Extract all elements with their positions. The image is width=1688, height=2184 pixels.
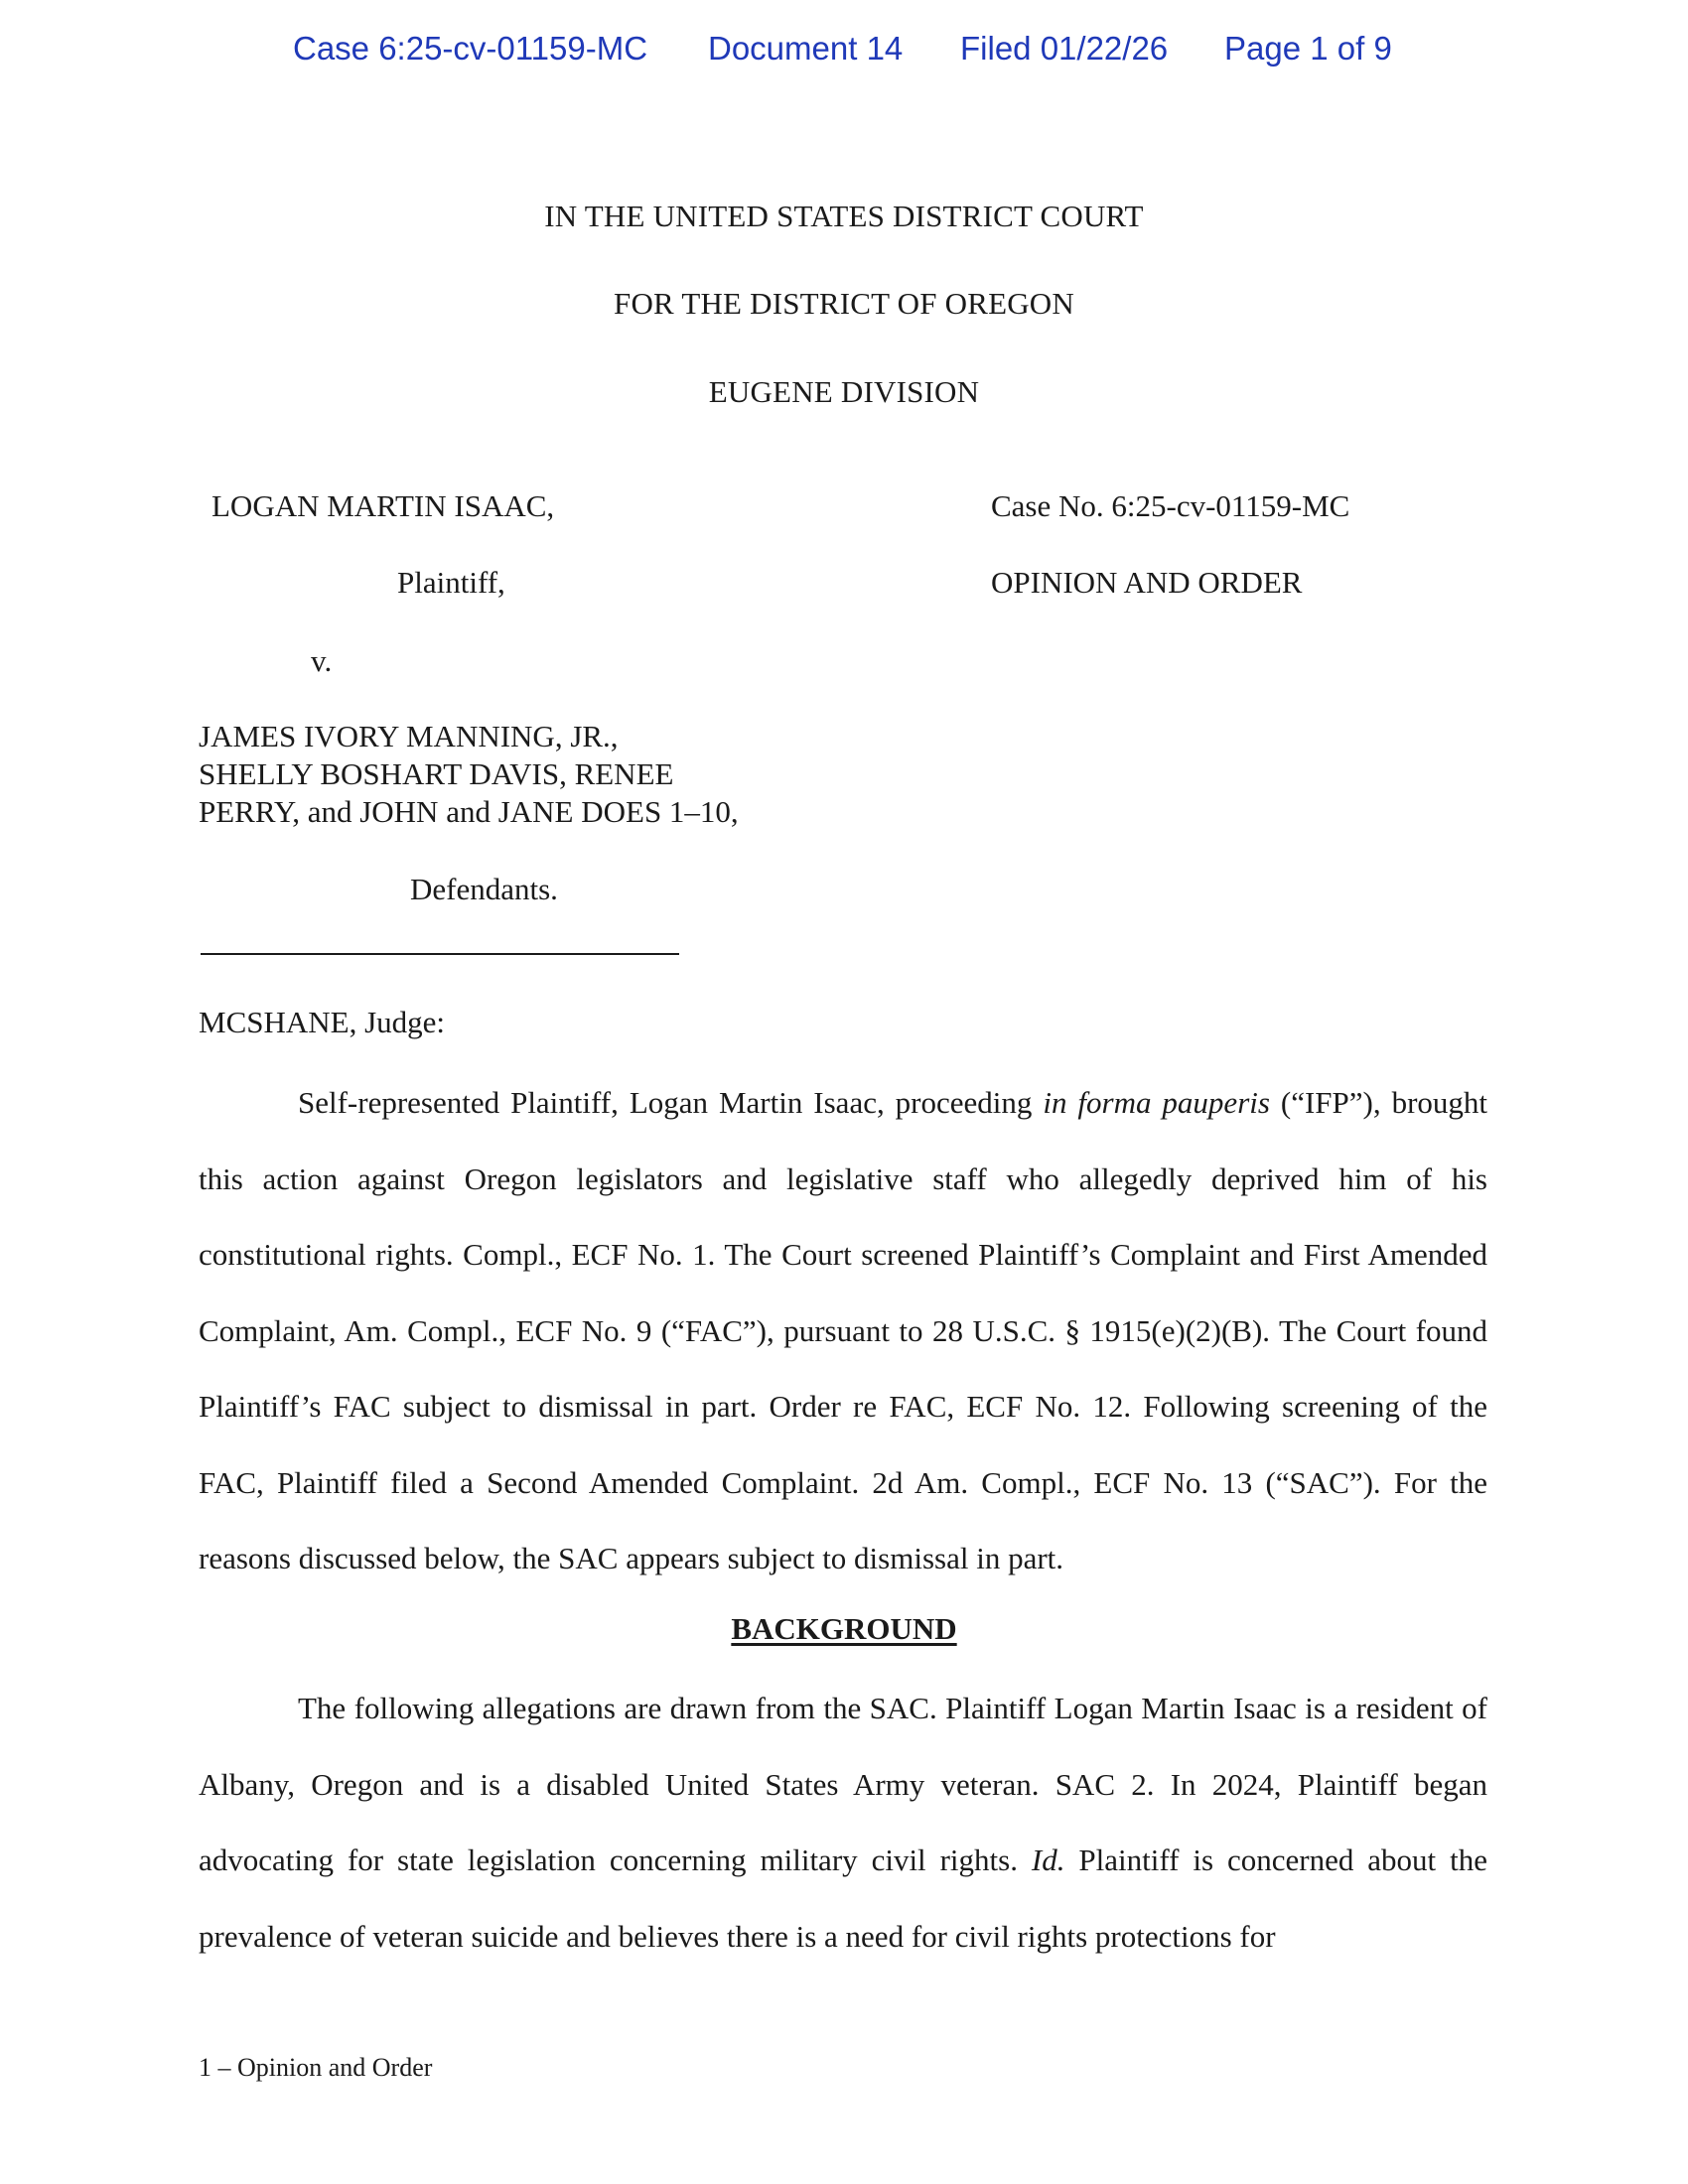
stamp-document-number: Document 14 xyxy=(708,30,904,67)
plaintiff-name: LOGAN MARTIN ISAAC, xyxy=(211,488,555,523)
paragraph1-text-b: (“IFP”), brought this action against Oregon legislators and legislative staff who allegedly deprived him of his constitutional rights. Compl., ECF No. 1. The Court screened Plaintiff’s Complaint and First Amended Complaint, Am. Compl., ECF No. 9 (“FAC”), pursuant to 28 U.S.C. § 1915(e)(2)(B). The Court found Plaintiff’s FAC subject to dismissal in part. Order re FAC, ECF No. 12. Following screening of the FAC, Plaintiff filed a Second Amended Complaint. 2d Am. Compl., ECF No. 13 (“SAC”). For the reasons discussed below, the SAC appears subject to dismissal in part. xyxy=(199,1085,1488,1575)
paragraph2-text-a: The following allegations are drawn from the SAC. Plaintiff Logan Martin Isaac is a resident of Albany, Oregon and is a disabled United States Army veteran. SAC 2. In 2024, Plaintiff began advocating for state legislation concerning military civil rights. xyxy=(199,1691,1487,1877)
page-footer: 1 – Opinion and Order xyxy=(199,2053,433,2082)
versus: v. xyxy=(311,643,333,678)
document-type: OPINION AND ORDER xyxy=(991,565,1303,600)
section-heading-background: BACKGROUND xyxy=(731,1611,957,1646)
caption-divider xyxy=(201,953,679,955)
paragraph1-italic-ifp: in forma pauperis xyxy=(1043,1085,1270,1120)
stamp-page-number: Page 1 of 9 xyxy=(1224,30,1392,67)
case-number: Case No. 6:25-cv-01159-MC xyxy=(991,488,1350,523)
judge-line: MCSHANE, Judge: xyxy=(199,1005,446,1039)
paragraph2-text-b: Plaintiff is concerned about the prevalence of veteran suicide and believes there is a need for civil rights protections for xyxy=(199,1843,1487,1954)
plaintiff-role: Plaintiff, xyxy=(397,565,505,600)
defendants-line-2: SHELLY BOSHART DAVIS, RENEE xyxy=(199,756,674,791)
stamp-filed-date: Filed 01/22/26 xyxy=(960,30,1169,67)
court-division: EUGENE DIVISION xyxy=(708,374,980,409)
paragraph2-italic-id: Id. xyxy=(1031,1843,1065,1877)
court-district: FOR THE DISTRICT OF OREGON xyxy=(614,286,1074,321)
opening-paragraph xyxy=(199,1065,1487,1597)
defendants-line-3: PERRY, and JOHN and JANE DOES 1–10, xyxy=(199,794,739,829)
background-paragraph xyxy=(199,1671,1487,1975)
stamp-case-number: Case 6:25-cv-01159-MC xyxy=(293,30,648,67)
defendants-line-1: JAMES IVORY MANNING, JR., xyxy=(199,719,619,753)
ecf-header-stamp xyxy=(0,30,1688,73)
defendants-role: Defendants. xyxy=(410,872,558,906)
court-name: IN THE UNITED STATES DISTRICT COURT xyxy=(544,199,1144,233)
paragraph1-text-a: Self-represented Plaintiff, Logan Martin Isaac, proceeding xyxy=(298,1085,1044,1120)
